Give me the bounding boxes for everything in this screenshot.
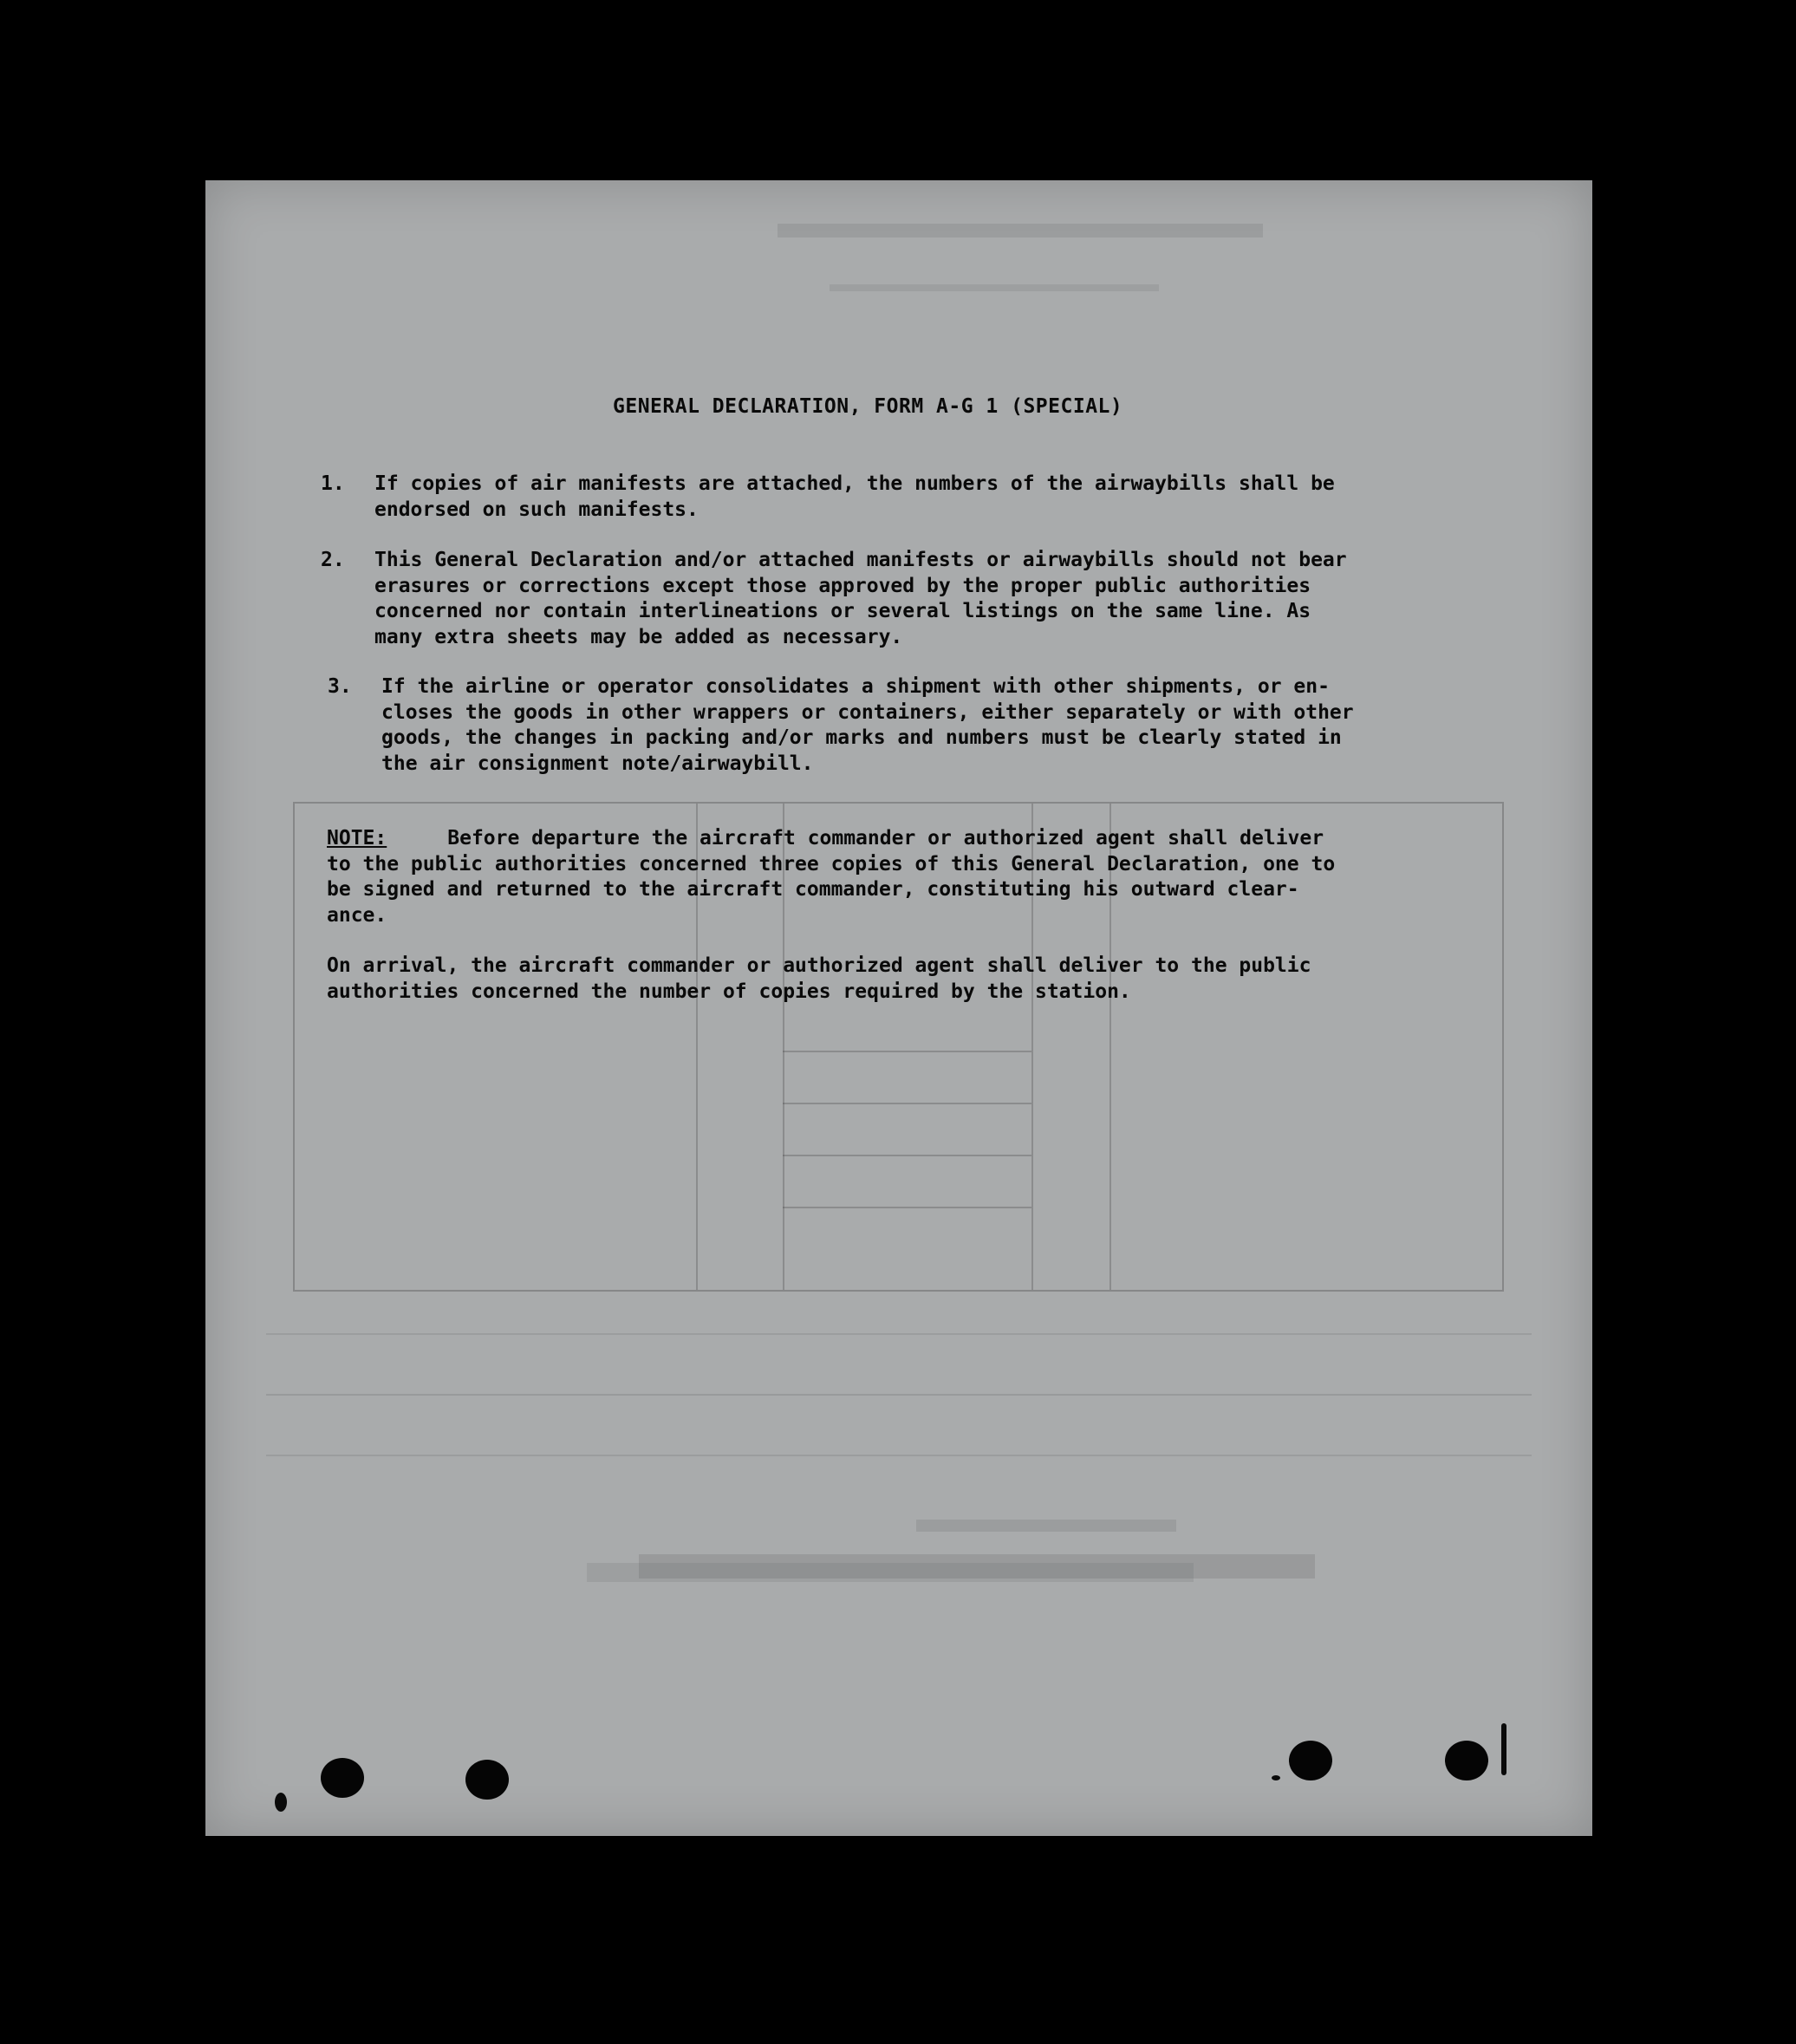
punch-hole [1445,1741,1488,1780]
item-line: many extra sheets may be added as necessary. [374,625,903,648]
ink-speck [1272,1775,1280,1780]
instruction-item-1 [321,472,1471,523]
ink-speck [275,1793,287,1812]
item-line: If copies of air manifests are attached, the numbers of the airwaybills shall be [374,472,1335,495]
note-line-1: NOTE: Before departure the aircraft commander or authorized agent shall deliver [327,827,1324,849]
item-line: This General Declaration and/or attached manifests or airwaybills should not bear [374,549,1347,571]
item-number: 2. [321,549,345,571]
item-line: goods, the changes in packing and/or marks and numbers must be clearly stated in [381,726,1342,749]
punch-hole [1289,1741,1332,1780]
item-line: the air consignment note/airwaybill. [381,752,814,775]
document-page [205,180,1592,1836]
item-number: 1. [321,472,345,495]
note-line: be signed and returned to the aircraft commander, constituting his outward clear- [327,878,1299,901]
instruction-item-2 [321,548,1471,650]
form-title: GENERAL DECLARATION, FORM A-G 1 (SPECIAL) [613,395,1123,418]
punch-hole [465,1760,509,1800]
note-line: authorities concerned the number of copies required by the station. [327,980,1131,1003]
item-line: erasures or corrections except those approved by the proper public authorities [374,574,1311,597]
note-line: ance. [327,903,387,927]
item-line: concerned nor contain interlineations or several listings on the same line. As [374,600,1311,622]
punch-hole [321,1758,364,1798]
item-number: 3. [328,675,352,698]
note-label: NOTE: [327,827,387,849]
ink-speck [1501,1723,1506,1775]
note-line: On arrival, the aircraft commander or authorized agent shall deliver to the public [327,954,1311,977]
instruction-item-3 [328,674,1478,777]
item-line: endorsed on such manifests. [374,498,699,521]
item-line: closes the goods in other wrappers or containers, either separately or with other [381,700,1354,724]
item-line: If the airline or operator consolidates a shipment with other shipments, or en- [381,675,1330,698]
note-line: to the public authorities concerned three copies of this General Declaration, one to [327,852,1336,876]
note-block [327,826,1480,1005]
